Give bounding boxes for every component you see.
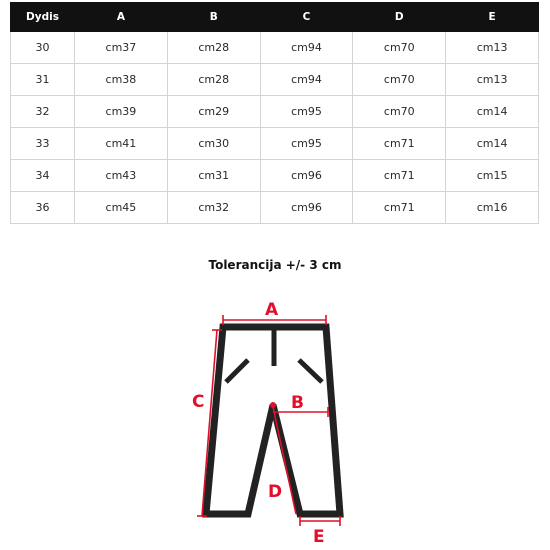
table-cell: cm30 (167, 128, 260, 160)
table-cell: cm71 (353, 160, 446, 192)
table-cell: cm13 (446, 32, 539, 64)
pants-measurement-diagram (185, 288, 365, 548)
table-header-row (11, 3, 539, 32)
left-pocket (226, 360, 248, 382)
tolerance-note: Tolerancija +/- 3 cm (208, 258, 342, 272)
table-cell: cm14 (446, 96, 539, 128)
header-b: B (167, 3, 260, 32)
right-pocket (299, 360, 322, 382)
header-c: C (260, 3, 353, 32)
table-cell: cm28 (167, 64, 260, 96)
table-cell: cm43 (75, 160, 168, 192)
table-cell: cm38 (75, 64, 168, 96)
size-table (10, 2, 539, 224)
label-b: B (291, 393, 304, 413)
table-cell: cm71 (353, 128, 446, 160)
table-cell: cm15 (446, 160, 539, 192)
label-c: C (192, 392, 205, 412)
table-cell: cm96 (260, 192, 353, 224)
table-cell: cm16 (446, 192, 539, 224)
table-cell: 32 (11, 96, 75, 128)
table-cell: cm94 (260, 64, 353, 96)
table-cell: cm31 (167, 160, 260, 192)
table-cell: cm45 (75, 192, 168, 224)
table-cell: cm94 (260, 32, 353, 64)
table-cell: 34 (11, 160, 75, 192)
header-e: E (446, 3, 539, 32)
label-a: A (265, 300, 279, 320)
table-cell: 36 (11, 192, 75, 224)
table-cell: cm96 (260, 160, 353, 192)
table-row (11, 160, 539, 192)
header-d: D (353, 3, 446, 32)
table-row (11, 64, 539, 96)
table-cell: cm71 (353, 192, 446, 224)
table-cell: cm39 (75, 96, 168, 128)
table-cell: cm28 (167, 32, 260, 64)
table-cell: cm95 (260, 128, 353, 160)
table-row (11, 192, 539, 224)
table-cell: cm70 (353, 64, 446, 96)
table-cell: cm14 (446, 128, 539, 160)
table-row (11, 96, 539, 128)
table-cell: 31 (11, 64, 75, 96)
table-cell: cm70 (353, 96, 446, 128)
table-cell: 30 (11, 32, 75, 64)
table-row (11, 128, 539, 160)
label-d: D (268, 482, 283, 502)
table-cell: cm13 (446, 64, 539, 96)
table-cell: 33 (11, 128, 75, 160)
table-cell: cm29 (167, 96, 260, 128)
header-size: Dydis (11, 3, 75, 32)
table-cell: cm32 (167, 192, 260, 224)
header-a: A (75, 3, 168, 32)
table-cell: cm37 (75, 32, 168, 64)
table-cell: cm95 (260, 96, 353, 128)
label-e: E (313, 527, 325, 547)
table-cell: cm70 (353, 32, 446, 64)
table-cell: cm41 (75, 128, 168, 160)
table-row (11, 32, 539, 64)
